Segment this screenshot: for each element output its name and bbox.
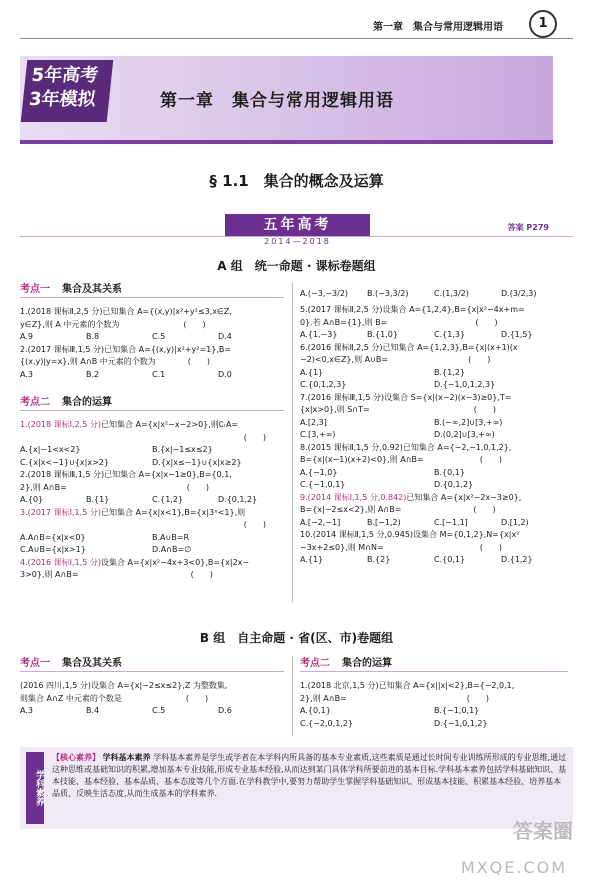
a-q6-options <box>300 284 568 304</box>
b-kd1-title: 集合及其关系 <box>62 658 122 669</box>
option: B.2 <box>86 369 100 379</box>
a-q10-line1: 8.(2015 课标Ⅱ,1,5 分,0.92)已知集合 A={−2,−1,0,1,2}, <box>300 442 512 452</box>
a-q4-line1: 2.(2018 课标Ⅲ,1,5 分)已知集合 A={x|x−1≥0},B={0,1, <box>20 470 232 479</box>
option: C.[−1,1] <box>434 517 468 527</box>
option: D.[1,2) <box>501 517 529 527</box>
a-q8-options-row2 <box>300 379 568 392</box>
a-q1 <box>20 306 284 331</box>
a-q2-line2: {(x,y)|y=x},则 A∩B 中元素的个数为 ( ) <box>20 357 210 366</box>
a-q2-options <box>20 369 284 382</box>
b-q1-line1: (2016 四川,1,5 分)设集合 A={x|−2≤x≤2},Z 为整数集, <box>20 681 228 690</box>
option: B.{x|−1≤x≤2} <box>152 445 213 454</box>
a-q9-options-row2 <box>300 429 568 442</box>
option: A.{0,1} <box>300 706 331 715</box>
a-q4-line2: 2},则 A∩B= ( ) <box>20 482 210 492</box>
source-label: 9.(2014 课标Ⅰ,1,5 分,0.842) <box>300 492 407 502</box>
page-number: 1 <box>529 10 557 38</box>
five-year-years: 2014—2018 <box>264 237 331 246</box>
a-q9 <box>300 392 568 417</box>
option: C.5 <box>152 332 166 341</box>
option: B.8 <box>86 332 100 341</box>
kd1-tag: 考点一 <box>20 284 50 295</box>
core-label: 【核心素养】 <box>52 753 100 762</box>
a-q6-line2: 3>0},则 A∩B= ( ) <box>20 570 213 579</box>
option: A.{1,−3} <box>300 330 338 339</box>
option: A.{0} <box>20 495 44 504</box>
option: C.5 <box>152 706 166 715</box>
option: A.{1} <box>300 555 324 564</box>
a-q10-options-row1 <box>300 467 568 480</box>
group-b-left-column <box>20 656 284 718</box>
kd2-heading <box>20 395 284 410</box>
source-label: 1.(2018 课标Ⅰ,2,5 分) <box>20 420 101 429</box>
option: A.3 <box>20 369 33 379</box>
option: D.4 <box>218 332 232 341</box>
option: B.{1,2} <box>434 367 465 377</box>
option: B.{1} <box>86 495 110 504</box>
b-kd2-title: 集合的运算 <box>342 658 392 669</box>
a-q12-options <box>300 554 568 567</box>
question-text: 已知集合 A={x|x<1},B={x|3ˣ<1},则 <box>100 507 246 517</box>
option: C.(1,3/2) <box>434 289 469 298</box>
a-q10-options-row2 <box>300 479 568 492</box>
option: D.{0,1,2} <box>434 480 474 489</box>
option: B.A∪B=R <box>152 532 190 542</box>
a-q5-options-row1 <box>20 532 284 545</box>
five-year-label: 五年高考 <box>225 214 370 236</box>
group-a-left-column <box>20 282 284 582</box>
option: C.{0,1,2,3} <box>300 380 347 389</box>
core-body: 学科基本素养是学生或学者在本学科内所具备的基本专业素质,这些素质是通过长时间专业训练所形成的专业思维,通过这种思维或基础知识的积累,增加基本专业技能,形成专业基本经验,从而达到某门具体学科所要前进的基本目标.学科基本素养包括学科基础知识、基本技能、基本经验、基本品质、基本态度等几个方面.在学科教学中,要努力帮助学生掌握学科基础知识、形成基本技能、积累基本经验、培养基本品质、反映生活态度,从而生成基本的学科素养. <box>52 753 567 798</box>
a-q3-options-row1 <box>20 444 284 457</box>
core-heading: 学科基本素养 <box>102 753 151 762</box>
a-q4 <box>20 469 284 494</box>
core-literacy-text <box>52 752 567 800</box>
a-q1-options <box>20 331 284 344</box>
watermark-url: MXQE.COM <box>460 858 567 877</box>
a-q11-options <box>300 517 568 530</box>
option: C.{1,2} <box>152 495 184 504</box>
banner-stripe <box>20 140 553 144</box>
b-kd1-rule <box>20 671 284 672</box>
source-label: 3.(2017 课标Ⅰ,1,5 分) <box>20 507 101 517</box>
option: D.6 <box>218 706 232 715</box>
chapter-title: 第一章 集合与常用逻辑用语 <box>160 91 394 111</box>
option: D.{1,2} <box>501 555 533 564</box>
source-label: 4.(2016 课标Ⅰ,1,5 分) <box>20 557 101 567</box>
section-title: § 1.1 集合的概念及运算 <box>209 172 384 190</box>
group-a-right-column <box>300 284 568 567</box>
running-title: 第一章 集合与常用逻辑用语 <box>373 22 503 33</box>
option: C.{x|x<−1}∪{x|x>2} <box>20 457 109 467</box>
option: D.(3/2,3) <box>501 289 537 298</box>
option: B.(−3,3/2) <box>367 289 409 298</box>
option: D.A∩B=∅ <box>152 545 192 554</box>
option: B.{−1,0,1} <box>434 706 480 715</box>
a-q3 <box>20 419 284 432</box>
option: D.{−1,0,1,2,3} <box>434 380 496 389</box>
b-q1 <box>20 680 284 705</box>
option: B.4 <box>86 706 100 715</box>
option: A.[2,3] <box>300 417 327 427</box>
a-q8-line2: −2)<0,x∈Z},则 A∪B= ( ) <box>300 355 491 364</box>
b-kd2-rule <box>300 671 568 672</box>
option: C.{1,3} <box>434 330 466 339</box>
option: A.{−1,0} <box>300 467 338 477</box>
b-q1-options <box>20 705 284 718</box>
b-kd1-heading <box>20 656 284 671</box>
a-q11 <box>300 492 568 505</box>
column-divider <box>292 282 293 602</box>
b-q2 <box>300 680 568 705</box>
option: B.{0,1} <box>434 467 465 477</box>
option: D.{x|x≤−1}∪{x|x≥2} <box>152 457 242 467</box>
a-q2-line1: 2.(2017 课标Ⅲ,1,5 分)已知集合 A={(x,y)|x²+y²=1},B= <box>20 344 232 354</box>
a-q7 <box>300 304 568 329</box>
a-q5-options-row2 <box>20 544 284 557</box>
kd1-title: 集合及其关系 <box>62 284 122 295</box>
option: D.{−1,0,1,2} <box>434 718 488 728</box>
a-q1-line2: y∈Z},则 A 中元素的个数为 ( ) <box>20 319 206 329</box>
answer-reference: 答案 P279 <box>507 223 549 232</box>
option: A.{x|−1<x<2} <box>20 445 81 454</box>
a-q7-line2: 0}.若 A∩B={1},则 B= ( ) <box>300 317 498 327</box>
a-q10 <box>300 442 568 467</box>
kd1-heading <box>20 282 284 297</box>
column-divider-b <box>292 656 293 736</box>
option: D.{0,1,2} <box>218 495 258 504</box>
a-q7-line1: 5.(2017 课标Ⅱ,2,5 分)设集合 A={1,2,4},B={x|x²−4x+m= <box>300 305 525 314</box>
a-q9-options-row1 <box>300 417 568 430</box>
logo-line-2: 3年模拟 <box>28 89 97 110</box>
option: B.{2} <box>367 555 391 564</box>
a-q8 <box>300 342 568 367</box>
option: A.(−3,−3/2) <box>300 289 349 298</box>
group-b-title: B 组 自主命题 · 省(区、市)卷题组 <box>199 631 394 645</box>
question-text: 设集合 A={x|x²−4x+3<0},B={x|2x− <box>100 557 250 567</box>
option: C.[3,+∞) <box>300 430 336 439</box>
kd2-title: 集合的运算 <box>62 397 112 408</box>
option: A.3 <box>20 706 33 715</box>
a-q12-line2: −3x+2≤0},则 M∩N= ( ) <box>300 542 502 552</box>
option: D.{1,5} <box>501 330 533 339</box>
a-q8-options-row1 <box>300 367 568 380</box>
b-q2-line1: 1.(2018 北京,1,5 分)已知集合 A={x||x|<2},B={−2,0,1, <box>300 681 515 690</box>
b-kd1-tag: 考点一 <box>20 658 50 669</box>
option: B.(−∞,2]∪[3,+∞) <box>434 417 503 427</box>
answer-bracket: ( ) <box>243 432 266 442</box>
b-kd2-tag: 考点二 <box>300 658 330 669</box>
a-q12 <box>300 529 568 554</box>
a-q7-options <box>300 329 568 342</box>
option: C.A∪B={x|x>1} <box>20 545 86 554</box>
a-q8-line1: 6.(2016 课标Ⅱ,2,5 分)已知集合 A={1,2,3},B={x|(x+1)(x <box>300 342 518 352</box>
b-q2-line2: 2},则 A∩B= ( ) <box>300 693 490 703</box>
a-q11-line2: B={x|−2≤x<2},则 A∩B= ( ) <box>300 505 496 514</box>
watermark-logo: 答案圈 <box>513 819 573 843</box>
group-b-right-column <box>300 656 568 730</box>
option: A.{1} <box>300 367 324 377</box>
option: C.1 <box>152 369 166 379</box>
option: C.{0,1} <box>434 555 466 564</box>
book-logo <box>21 60 114 122</box>
header-rule <box>20 38 573 39</box>
b-kd2-heading <box>300 656 568 671</box>
a-q12-line1: 10.(2014 课标Ⅱ,1,5 分,0.945)设集合 M={0,1,2},N={x|x² <box>300 530 520 539</box>
a-q4-options <box>20 494 284 507</box>
b-q2-options-row2 <box>300 718 568 731</box>
a-q5 <box>20 507 284 520</box>
option: C.{−1,0,1} <box>300 480 346 489</box>
option: D.0 <box>218 369 232 379</box>
question-text: 已知集合 A={x|x²−x−2>0},则∁ᵣA= <box>100 420 239 429</box>
a-q1-line1: 1.(2018 课标Ⅱ,2,5 分)已知集合 A={(x,y)|x²+y²≤3,x∈Z, <box>20 307 232 316</box>
option: B.{1,0} <box>367 330 398 339</box>
option: A.A∩B={x|x<0} <box>20 532 86 542</box>
logo-line-1: 5年高考 <box>30 65 100 86</box>
question-text: 已知集合 A={x|x²−2x−3≥0}, <box>406 492 522 502</box>
a-q10-line2: B={x|(x−1)(x+2)<0},则 A∩B= ( ) <box>300 455 502 464</box>
group-a-title: A 组 统一命题 · 课标卷题组 <box>217 259 376 273</box>
option: B.[−1,2) <box>367 517 401 527</box>
option: A.[−2,−1] <box>300 517 341 527</box>
option: C.{−2,0,1,2} <box>300 718 353 728</box>
answer-bracket: ( ) <box>243 520 266 529</box>
b-q1-line2: 则集合 A∩Z 中元素的个数是 ( ) <box>20 693 209 703</box>
kd1-rule <box>20 297 284 298</box>
a-q3-options-row2 <box>20 457 284 470</box>
option: A.9 <box>20 332 33 341</box>
a-q6 <box>20 557 284 570</box>
kd2-tag: 考点二 <box>20 397 50 408</box>
core-side-label: 学科素养 <box>26 752 44 824</box>
option: D.(0,2]∪[3,+∞) <box>434 430 495 439</box>
a-q2 <box>20 344 284 369</box>
a-q9-line1: 7.(2016 课标Ⅲ,1,5 分)设集合 S={x|(x−2)(x−3)≥0},T= <box>300 392 512 402</box>
kd2-rule <box>20 410 284 411</box>
b-q2-options-row1 <box>300 705 568 718</box>
a-q9-line2: {x|x>0},则 S∩T= ( ) <box>300 405 496 414</box>
